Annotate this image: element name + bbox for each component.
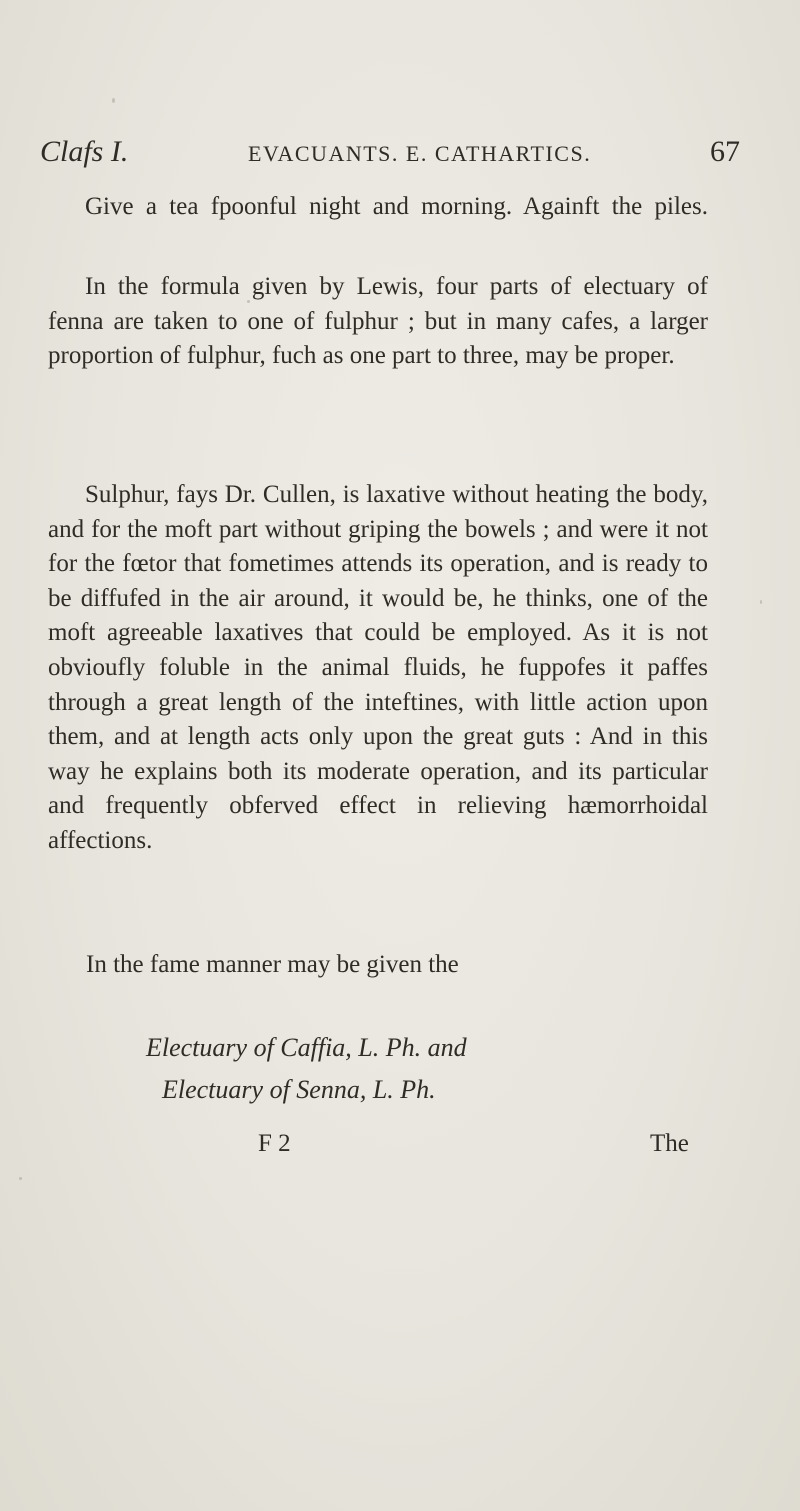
paper-spot	[760, 600, 762, 604]
running-title: EVACUANTS. E. CATHARTICS.	[248, 141, 592, 166]
paper-spot	[19, 1177, 22, 1180]
recipe-line: Electuary of Senna, L. Ph.	[162, 1075, 436, 1104]
recipe-line: Electuary of Caffia, L. Ph. and	[146, 1033, 467, 1062]
catchword: The	[650, 1130, 689, 1157]
page-number: 67	[710, 135, 740, 168]
paragraph: Give a tea fpoonful night and morning. Againft the piles.	[85, 193, 708, 220]
paragraph: In the formula given by Lewis, four parts of electuary of fenna are taken to one of fulphur ; but in many cafes, a larger proportion of fulphur, fuch as one part to three, may be proper.	[48, 273, 708, 370]
signature-mark: F 2	[258, 1130, 291, 1157]
paper-spot	[112, 98, 115, 103]
section-label: Clafs I.	[40, 135, 129, 168]
running-header	[40, 135, 740, 179]
paragraph: Sulphur, fays Dr. Cullen, is laxative without heating the body, and for the moft part without griping the bowels ; and were it not for the fœtor that fometimes attends its operation, and is ready to be diffufed in the air around, it would be, he thinks, one of the moft agreeable laxatives that could be employed. As it is not obvioufly foluble in the animal fluids, he fuppofes it paffes through a great length of the inteftines, with little action upon them, and at length acts only upon the great guts : And in this way he explains both its moderate operation, and its particular and frequently obferved effect in relieving hæmorrhoidal affections.	[48, 481, 708, 854]
lead-in-line: In the fame manner may be given the	[86, 951, 459, 978]
